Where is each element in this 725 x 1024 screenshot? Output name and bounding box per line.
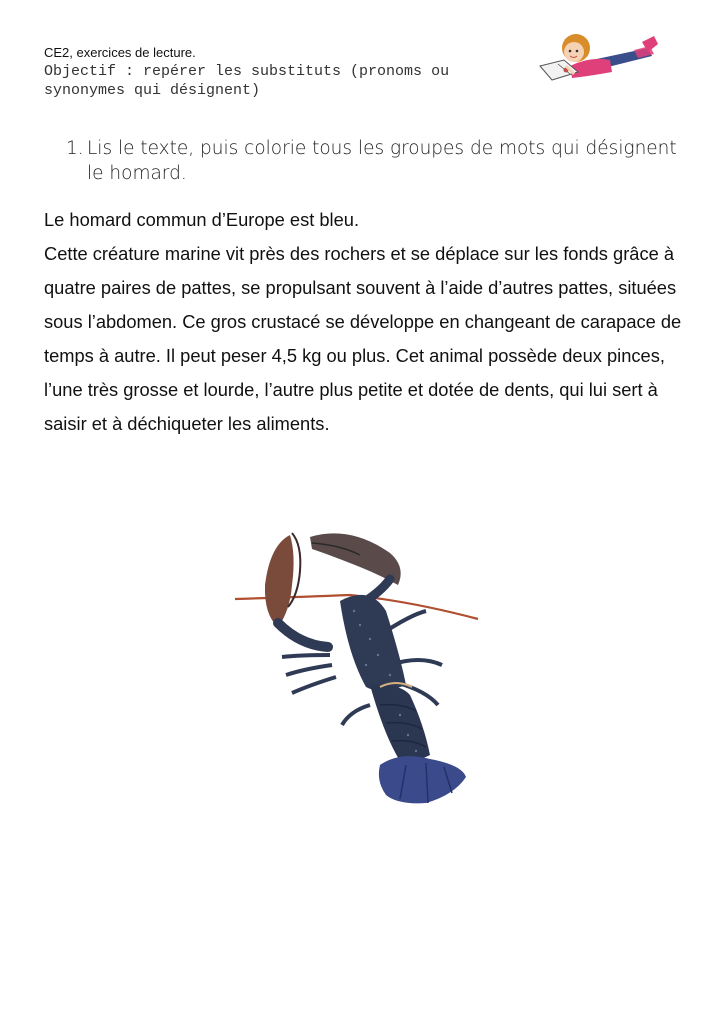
text-line-1: Le homard commun d’Europe est bleu. bbox=[44, 209, 360, 230]
course-header: CE2, exercices de lecture. bbox=[44, 45, 196, 60]
instruction-number: 1. bbox=[66, 138, 84, 159]
reading-text bbox=[44, 203, 694, 441]
lobster-image bbox=[230, 515, 490, 815]
text-paragraph: Cette créature marine vit près des rochers et se déplace sur les fonds grâce à quatre paires de pattes, se propulsant souvent à l’aide d’autres pattes, situées sous l’abdomen. Ce gros crustacé se développe en changeant de carapace de temps à autre. Il peut peser 4,5 kg ou plus. Cet animal possède deux pinces, l’une très grosse et lourde, l’autre plus petite et dotée de dents, qui lui sert à saisir et à déchiqueter les aliments. bbox=[44, 243, 682, 434]
instruction bbox=[66, 136, 696, 186]
instruction-text: Lis le texte, puis colorie tous les groupes de mots qui désignent le homard. bbox=[87, 138, 677, 184]
objective-text: Objectif : repérer les substituts (pronoms ou synonymes qui désignent) bbox=[44, 63, 450, 99]
girl-reading-illustration bbox=[530, 26, 660, 90]
